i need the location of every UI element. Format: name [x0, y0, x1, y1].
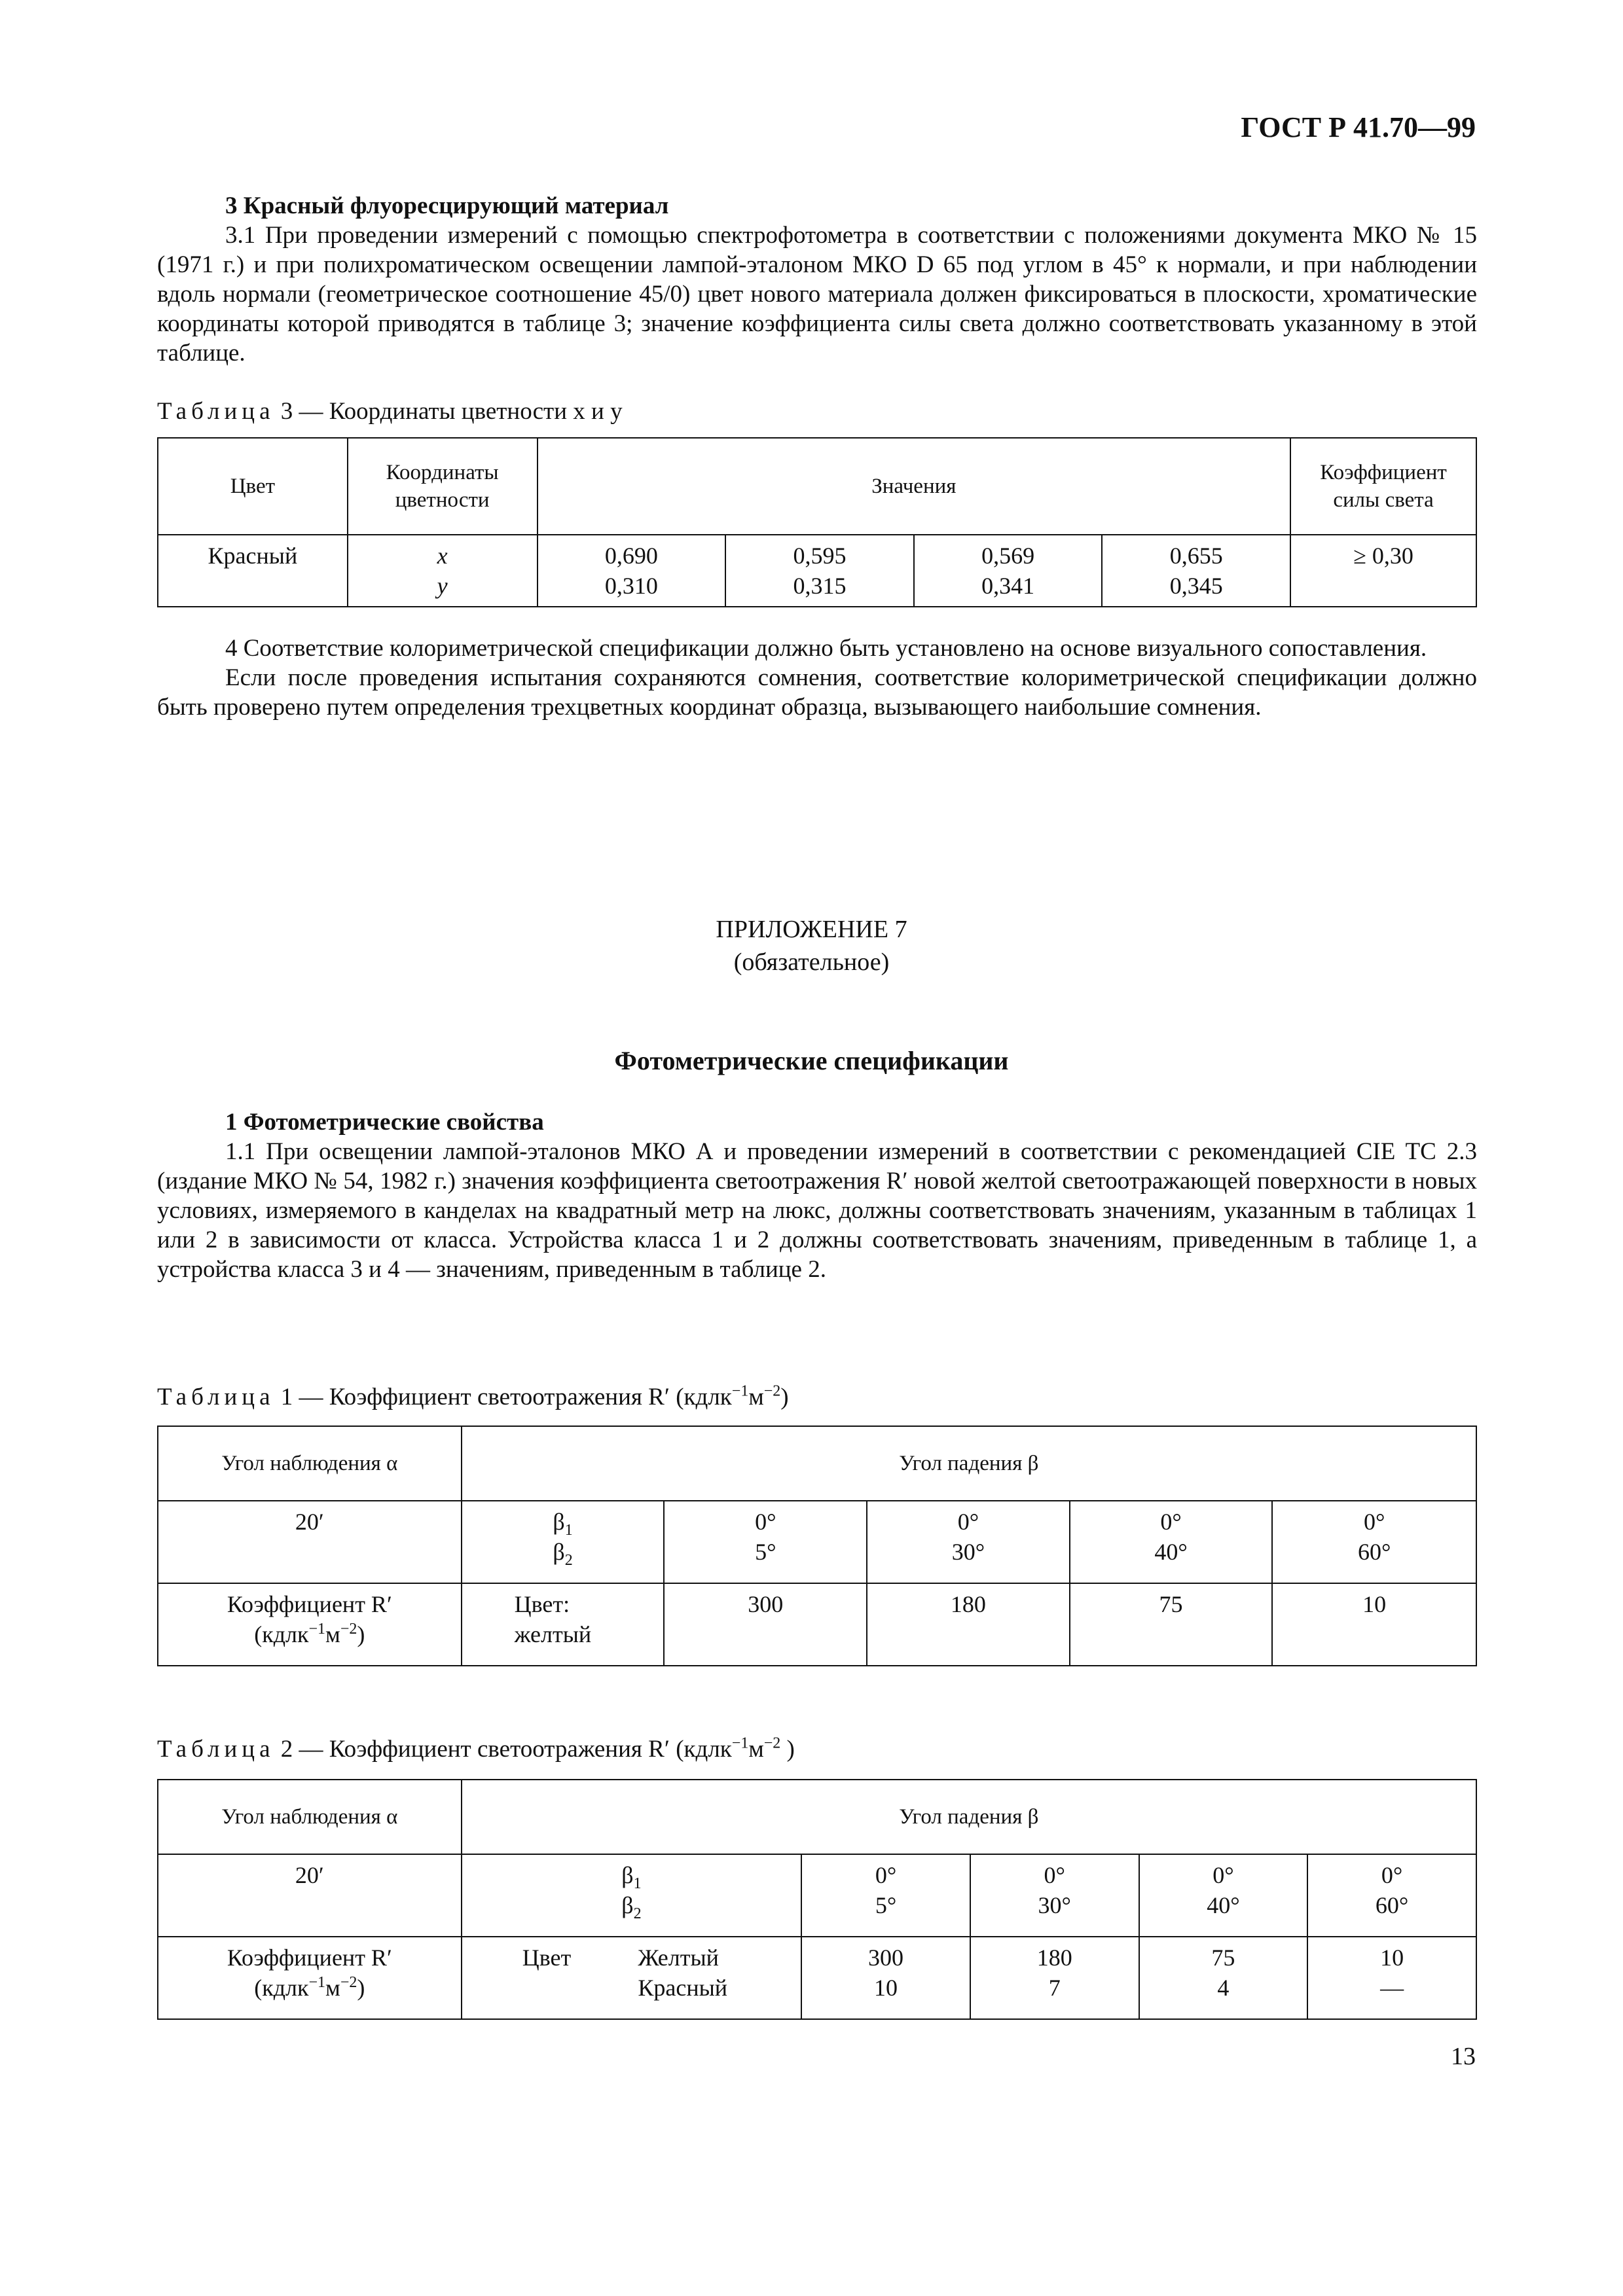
section-1-heading: 1 Фотометрические свойства [225, 1109, 544, 1136]
caption-text: м [748, 1384, 764, 1410]
table-1-color-cell [462, 1583, 665, 1666]
beta-1-label [469, 1507, 657, 1537]
caption-sup: −1 [731, 1382, 749, 1400]
coef-label-text: Коэффициент R′ [227, 1945, 392, 1971]
table-2-angle-cell [1139, 1854, 1308, 1937]
x-value: 0,655 [1169, 543, 1223, 569]
beta-1-value: 0° [1381, 1862, 1403, 1888]
unit-text: м [325, 1621, 340, 1647]
unit-sup: −2 [340, 1621, 357, 1638]
caption-text: ) [780, 1736, 795, 1763]
unit-text: (кдлк [254, 1621, 309, 1647]
beta-1-value: 0° [755, 1509, 776, 1535]
unit-sup: −2 [340, 1974, 357, 1991]
spec-title: Фотометрические спецификации [614, 1046, 1009, 1075]
table-1-angle-cell [1070, 1501, 1273, 1583]
table-1-caption-text: 1 — Коэффициент светоотражения R′ (кдлк [280, 1384, 732, 1410]
table-3-header-coef: Коэффициент силы света [1290, 438, 1476, 535]
table-1-header-observation: Угол наблюдения α [158, 1426, 462, 1501]
beta-2-value: 5° [755, 1539, 776, 1565]
red-value: 7 [1048, 1975, 1061, 2001]
beta-symbol: β [621, 1892, 634, 1918]
section-3-paragraph: 3.1 При проведении измерений с помощью спектрофотометра в соответствии с положениями документа МКО № 15 (1971 г.) и при полихроматическом освещении лампой-эталоном МКО D 65 под углом в 45° к нормали, и при наблюдении вдоль нормали (геометрическое соотношение 45/0) цвет нового материала должен фиксироваться в плоскости, хроматические координаты которой приводятся в таблице 3; значение коэффициента силы света должно соответствовать указанному в этой таблице. [157, 222, 1477, 367]
document-code: ГОСТ Р 41.70—99 [1241, 111, 1476, 143]
caption-sup: −1 [731, 1734, 749, 1752]
table-2-value-cell [1307, 1937, 1476, 2019]
table-3-cell-value [725, 535, 914, 607]
table-3-header-color: Цвет [158, 438, 348, 535]
x-value: 0,690 [604, 543, 658, 569]
unit-text: ) [357, 1975, 365, 2001]
yellow-value: 180 [1036, 1945, 1072, 1971]
table-1-observation-value: 20′ [158, 1501, 462, 1583]
table-3-cell-value [538, 535, 726, 607]
table-3-header-coords: Координаты цветности [348, 438, 538, 535]
beta-2-value: 40° [1207, 1892, 1240, 1918]
y-value: 0,345 [1169, 573, 1223, 599]
table-2-color-label: Цвет [462, 1937, 632, 2019]
unit-text: м [325, 1975, 340, 2001]
x-value: 0,569 [981, 543, 1035, 569]
unit-sup: −1 [308, 1621, 326, 1638]
table-3-cell-coef: ≥ 0,30 [1290, 535, 1476, 607]
coord-y-label: y [437, 573, 448, 599]
yellow-value: 75 [1211, 1945, 1235, 1971]
table-2-value-cell [1139, 1937, 1308, 2019]
color-red: Красный [638, 1975, 728, 2001]
beta-2-value: 60° [1375, 1892, 1409, 1918]
page-number: 13 [1451, 2043, 1476, 2070]
yellow-value: 10 [1380, 1945, 1404, 1971]
beta-subscript: 2 [564, 1552, 573, 1570]
caption-text: ) [780, 1384, 789, 1410]
table-1-caption-prefix: Таблица [157, 1384, 275, 1410]
beta-symbol: β [621, 1862, 634, 1888]
x-value: 0,595 [793, 543, 847, 569]
color-value: желтый [514, 1621, 592, 1647]
table-3-cell-value [1102, 535, 1290, 607]
table-3-caption-text: 3 — Координаты цветности x и y [280, 398, 623, 425]
table-1-value: 300 [664, 1583, 867, 1666]
table-1-value: 10 [1272, 1583, 1476, 1666]
beta-1-label [469, 1860, 795, 1893]
section-3 [157, 191, 1477, 368]
table-3-caption [157, 397, 623, 426]
table-2-caption-prefix: Таблица [157, 1736, 275, 1763]
beta-symbol: β [553, 1509, 565, 1535]
table-3-caption-prefix: Таблица [157, 398, 275, 425]
table-2-header-observation: Угол наблюдения α [158, 1780, 462, 1854]
table-1-coef-label [158, 1583, 462, 1666]
section-1-paragraph: 1.1 При освещении лампой-эталонов МКО А и проведении измерений в соответствии с рекомендацией CIE TC 2.3 (издание МКО № 54, 1982 г.) значения коэффициента светоотражения R′ новой желтой светоотражающей поверхности в новых условиях, измеряемого в канделах на квадратный метр на люкс, должны соответствовать значениям, указанным в таблицах 1 или 2 в зависимости от класса. Устройства класса 1 и 2 должны соответствовать значениям, приведенным в таблице 1, а устройства класса 3 и 4 — значениям, приведенным в таблице 2. [157, 1138, 1477, 1283]
table-1-header-incidence: Угол падения β [462, 1426, 1476, 1501]
section-3-heading: 3 Красный флуоресцирующий материал [225, 192, 669, 219]
beta-subscript: 2 [633, 1905, 642, 1923]
table-3-cell-value [914, 535, 1103, 607]
beta-1-value: 0° [1160, 1509, 1182, 1535]
table-3-cell-color: Красный [158, 535, 348, 607]
table-2-value-cell [970, 1937, 1139, 2019]
table-2-angle-cell [970, 1854, 1139, 1937]
coord-x-label: x [437, 543, 448, 569]
beta-subscript: 1 [564, 1522, 573, 1539]
section-1 [157, 1107, 1477, 1284]
unit-text: (кдлк [254, 1975, 309, 2001]
table-2-caption-text: 2 — Коэффициент светоотражения R′ (кдлк [280, 1736, 732, 1763]
table-1-angle-cell [664, 1501, 867, 1583]
color-yellow: Желтый [638, 1945, 719, 1971]
color-label: Цвет: [514, 1591, 570, 1617]
table-2-header-incidence: Угол падения β [462, 1780, 1476, 1854]
table-1-angle-cell [1272, 1501, 1476, 1583]
caption-sup: −2 [763, 1734, 781, 1752]
beta-2-value: 30° [951, 1539, 985, 1565]
y-value: 0,341 [981, 573, 1035, 599]
beta-2-value: 5° [875, 1892, 897, 1918]
table-3 [157, 437, 1477, 607]
table-3-cell-coords [348, 535, 538, 607]
table-1-value: 180 [867, 1583, 1070, 1666]
y-value: 0,315 [793, 573, 847, 599]
appendix-subtitle: (обязательное) [733, 948, 890, 976]
table-1-value: 75 [1070, 1583, 1273, 1666]
beta-1-value: 0° [1044, 1862, 1065, 1888]
coef-label-text: Коэффициент R′ [227, 1591, 392, 1617]
appendix-title: ПРИЛОЖЕНИЕ 7 [716, 916, 907, 943]
y-value: 0,310 [604, 573, 658, 599]
table-1-caption [157, 1382, 789, 1412]
beta-2-value: 30° [1038, 1892, 1071, 1918]
coef-unit [165, 1973, 454, 2003]
table-2 [157, 1779, 1477, 2020]
beta-1-value: 0° [1363, 1509, 1385, 1535]
table-2-observation-value: 20′ [158, 1854, 462, 1937]
beta-1-value: 0° [1213, 1862, 1234, 1888]
table-3-header-values: Значения [538, 438, 1291, 535]
beta-2-label [469, 1890, 795, 1923]
table-2-caption [157, 1734, 795, 1764]
beta-subscript: 1 [633, 1875, 642, 1893]
table-2-value-cell [801, 1937, 970, 2019]
unit-text: ) [357, 1621, 365, 1647]
beta-2-value: 40° [1154, 1539, 1188, 1565]
table-2-coef-label [158, 1937, 462, 2019]
caption-text: м [748, 1736, 764, 1763]
table-2-beta-labels [462, 1854, 802, 1937]
table-2-color-names [631, 1937, 801, 2019]
beta-1-value: 0° [957, 1509, 979, 1535]
caption-sup: −2 [763, 1382, 781, 1400]
section-4 [157, 634, 1477, 722]
beta-2-label [469, 1537, 657, 1570]
beta-2-value: 60° [1357, 1539, 1391, 1565]
appendix-heading [0, 913, 1623, 978]
red-value: 4 [1217, 1975, 1230, 2001]
section-4-paragraph-1: 4 Соответствие колориметрической спецификации должно быть установлено на основе визуального сопоставления. [225, 635, 1427, 662]
coef-unit [165, 1619, 454, 1649]
red-value: 10 [874, 1975, 898, 2001]
unit-sup: −1 [308, 1974, 326, 1991]
table-1-angle-cell [867, 1501, 1070, 1583]
table-1-beta-labels [462, 1501, 665, 1583]
section-4-paragraph-2: Если после проведения испытания сохраняются сомнения, соответствие колориметрической спецификации должно быть проверено путем определения трехцветных координат образца, вызывающего наибольшие сомнения. [157, 664, 1477, 721]
table-1 [157, 1426, 1477, 1666]
yellow-value: 300 [868, 1945, 904, 1971]
beta-1-value: 0° [875, 1862, 897, 1888]
red-value: — [1380, 1975, 1404, 2001]
table-2-angle-cell [801, 1854, 970, 1937]
table-2-angle-cell [1307, 1854, 1476, 1937]
beta-symbol: β [553, 1539, 565, 1565]
